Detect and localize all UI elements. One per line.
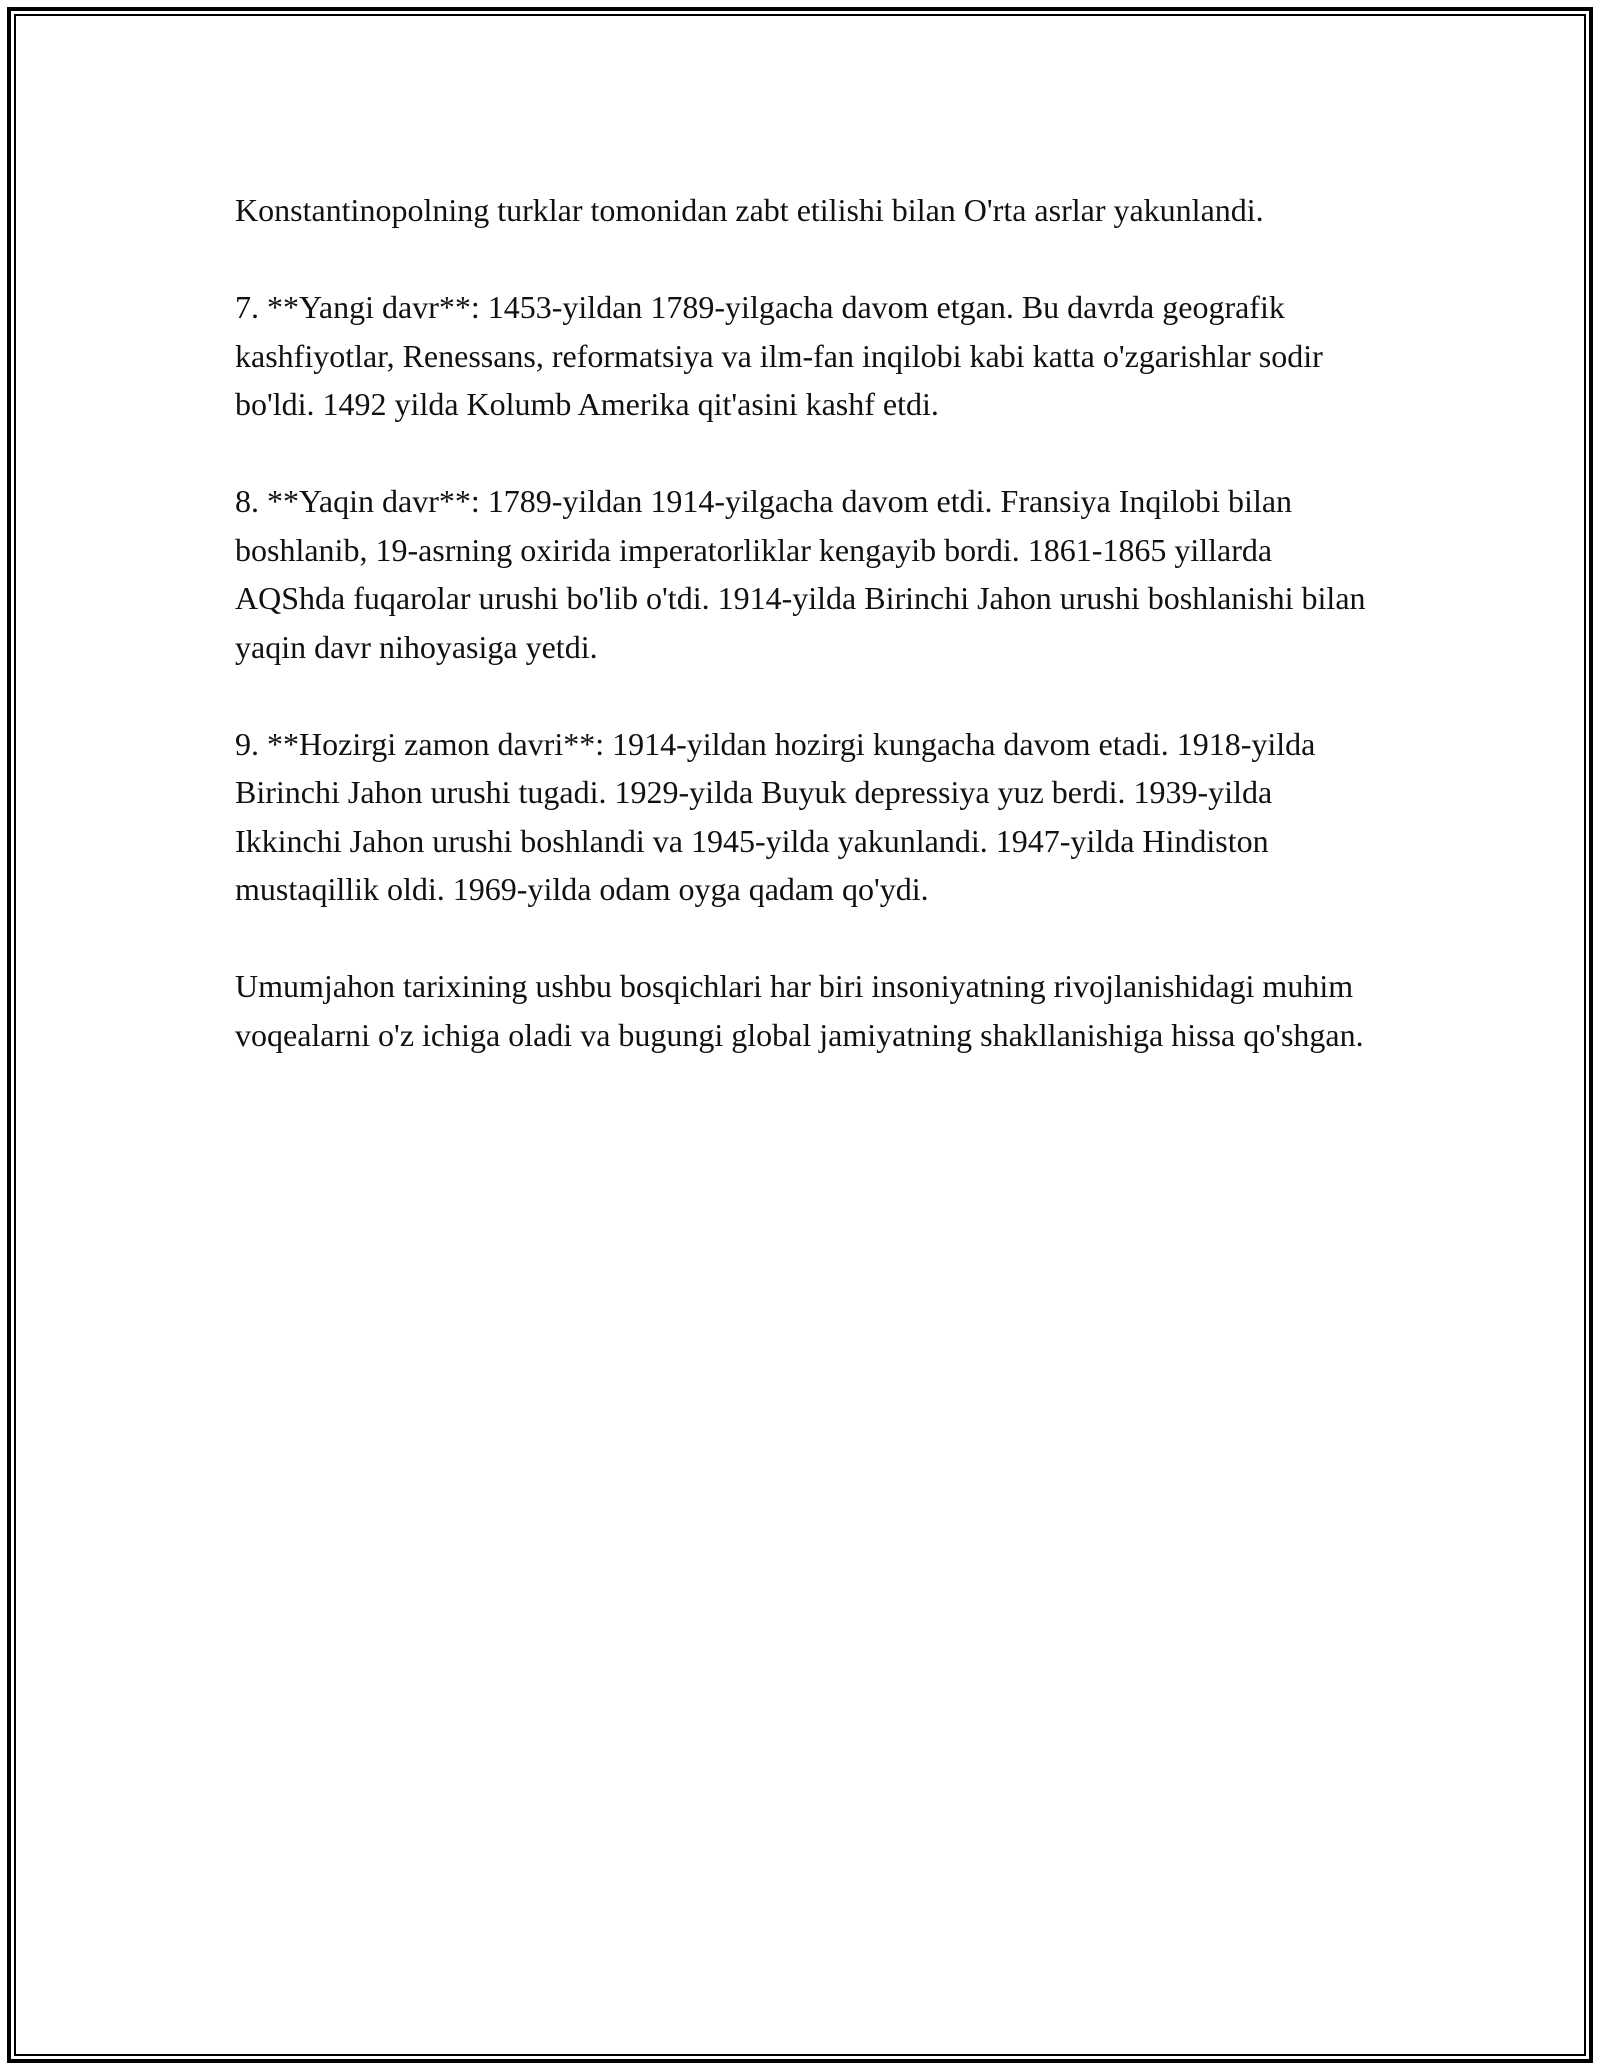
- paragraph-middle-ages-end: Konstantinopolning turklar tomonidan zabt etilishi bilan O'rta asrlar yakunlandi.: [235, 192, 1264, 228]
- document-body: [235, 186, 1385, 1059]
- paragraph-modern-era: 9. **Hozirgi zamon davri**: 1914-yildan hozirgi kungacha davom etadi. 1918-yilda Birinchi Jahon urushi tugadi. 1929-yilda Buyuk depressiya yuz berdi. 1939-yilda Ikkinchi Jahon urushi boshlandi va 1945-yilda yakunlandi. 1947-yilda Hindiston mustaqillik oldi. 1969-yilda odam oyga qadam qo'ydi.: [235, 725, 1316, 907]
- paragraph-recent-era: 8. **Yaqin davr**: 1789-yildan 1914-yilgacha davom etdi. Fransiya Inqilobi bilan boshlanib, 19-asrning oxirida imperatorliklar kengayib bordi. 1861-1865 yillarda AQShda fuqarolar urushi bo'lib o'tdi. 1914-yilda Birinchi Jahon urushi boshlanishi bilan yaqin davr nihoyasiga yetdi.: [235, 483, 1366, 665]
- paragraph-new-era: 7. **Yangi davr**: 1453-yildan 1789-yilgacha davom etgan. Bu davrda geografik kashfiyotlar, Renessans, reformatsiya va ilm-fan inqilobi kabi katta o'zgarishlar sodir bo'ldi. 1492 yilda Kolumb Amerika qit'asini kashf etdi.: [235, 289, 1323, 422]
- paragraph-conclusion: Umumjahon tarixining ushbu bosqichlari har biri insoniyatning rivojlanishidagi muhim voqealarni o'z ichiga oladi va bugungi global jamiyatning shakllanishiga hissa qo'shgan.: [235, 968, 1364, 1053]
